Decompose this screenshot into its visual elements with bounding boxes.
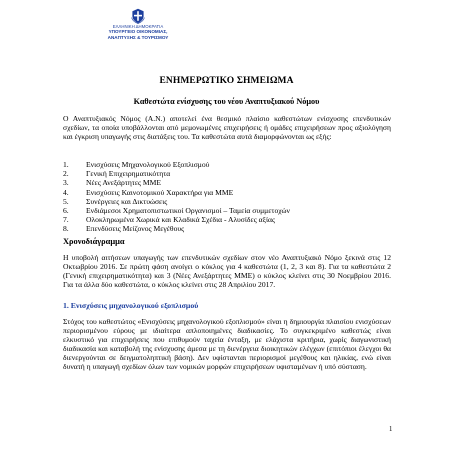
document-subtitle: Καθεστώτα ενίσχυσης του νέου Αναπτυξιακού Νόμου: [133, 97, 320, 106]
list-item-text: Ολοκληρωμένα Χωρικά και Κλαδικά Σχέδια - Αλυσίδες αξίας: [86, 215, 275, 225]
list-item: [63, 206, 393, 215]
list-item: [63, 160, 393, 169]
timeline-paragraph: Η υποβολή αιτήσεων υπαγωγής των επενδυτικών σχεδίων στον νέο Αναπτυξιακό Νόμο ξεκινά στις 12 Οκτωβρίου 2016. Σε πρώτη φάση ανοίγει ο κύκλος για 4 καθεστώτα (1, 2, 3 και 8). Για τα καθεστώτα 2 (Γενική επιχειρηματικότητα) και 3 (Νέες Ανεξάρτητες ΜΜΕ) ο κύκλος κλείνει στις 30 Νοεμβρίου 2016. Για τα άλλα δύο καθεστώτα, ο κύκλος κλείνει στις 28 Απριλίου 2017.: [63, 253, 391, 290]
list-item-number: 1.: [63, 160, 69, 169]
list-item-text: Ενισχύσεις Μηχανολογικού Εξοπλισμού: [86, 160, 210, 169]
list-item-text: Επενδύσεις Μείζονος Μεγέθους: [86, 224, 185, 234]
list-item: [63, 188, 393, 197]
list-item: [63, 224, 393, 233]
list-item: [63, 215, 393, 224]
list-item-number: 7.: [63, 215, 69, 225]
section-heading: 1. Ενισχύσεις μηχανολογικού εξοπλισμού: [63, 301, 199, 310]
section-paragraph: Στόχος του καθεστώτος «Ενισχύσεις μηχανολογικού εξοπλισμού» είναι η δημιουργία πλαισίου ενισχύσεων περιορισμένου εύρους με ιδιαίτερα απλοποιημένες διαδικασίες. Το συγκεκριμένο καθεστώς είναι ελκυστικό για επιχειρήσεις που επιθυμούν ταχεία ένταξη, με ελάχιστα κριτήρια, χωρίς διαγωνιστική διαδικασία και καταβολή της ενίσχυσης άμεσα με τη διενέργεια διοικητικών ελέγχων (επιτόπιοι έλεγχοι θα διενεργούνται σε δειγματοληπτική βάση). Δεν υφίστανται περιορισμοί μεγέθους και ηλικίας, ενώ είναι δυνατή η υπαγωγή σχεδίων όλων των νομικών μορφών επιχειρήσεων υφισταμένων ή υπό σύσταση.: [63, 317, 391, 372]
schemes-list: [63, 160, 393, 234]
list-item-number: 3.: [63, 178, 69, 188]
list-item-number: 6.: [63, 206, 69, 216]
logo-country-text: ΕΛΛΗΝΙΚΗ ΔΗΜΟΚΡΑΤΙΑ: [112, 24, 164, 29]
list-item-text: Νέες Ανεξάρτητες ΜΜΕ: [86, 178, 162, 188]
intro-paragraph: Ο Αναπτυξιακός Νόμος (Α.Ν.) αποτελεί ένα θεσμικό πλαίσιο καθεστώτων ενίσχυσης επενδυτικών σχεδίων, τα οποία υποβάλλονται από μεμονωμένες επιχειρήσεις ή ομάδες επιχειρήσεων προς αξιολόγηση και έγκριση υπαγωγής στις διατάξεις του. Τα καθεστώτα αυτά διαμορφώνονται ως εξής:: [63, 114, 391, 142]
list-item-number: 5.: [63, 196, 69, 206]
list-item-text: Ενισχύσεις Καινοτομικού Χαρακτήρα για ΜΜΕ: [86, 187, 234, 197]
list-item: [63, 197, 393, 206]
ministry-logo: [98, 8, 178, 41]
logo-ministry-text: ΥΠΟΥΡΓΕΙΟ ΟΙΚΟΝΟΜΙΑΣ,: [108, 29, 168, 34]
list-item-text: Συνέργειες και Δικτυώσεις: [86, 196, 168, 206]
list-item-number: 4.: [63, 187, 69, 197]
greek-emblem-icon: [130, 8, 146, 24]
list-item-text: Ενδιάμεσοι Χρηματοπιστωτικοί Οργανισμοί – Ταμεία συμμετοχών: [86, 206, 290, 216]
logo-ministry-text-2: ΑΝΑΠΤΥΞΗΣ & ΤΟΥΡΙΣΜΟΥ: [107, 35, 169, 40]
list-item-number: 8.: [63, 224, 69, 234]
list-item-text: Γενική Επιχειρηματικότητα: [86, 169, 171, 179]
document-title: ΕΝΗΜΕΡΩΤΙΚΟ ΣΗΜΕΙΩΜΑ: [159, 76, 294, 86]
page-number: 1: [389, 426, 393, 433]
list-item: [63, 178, 393, 187]
timeline-heading: Χρονοδιάγραμμα: [63, 237, 125, 246]
list-item-number: 2.: [63, 169, 69, 179]
list-item: [63, 169, 393, 178]
